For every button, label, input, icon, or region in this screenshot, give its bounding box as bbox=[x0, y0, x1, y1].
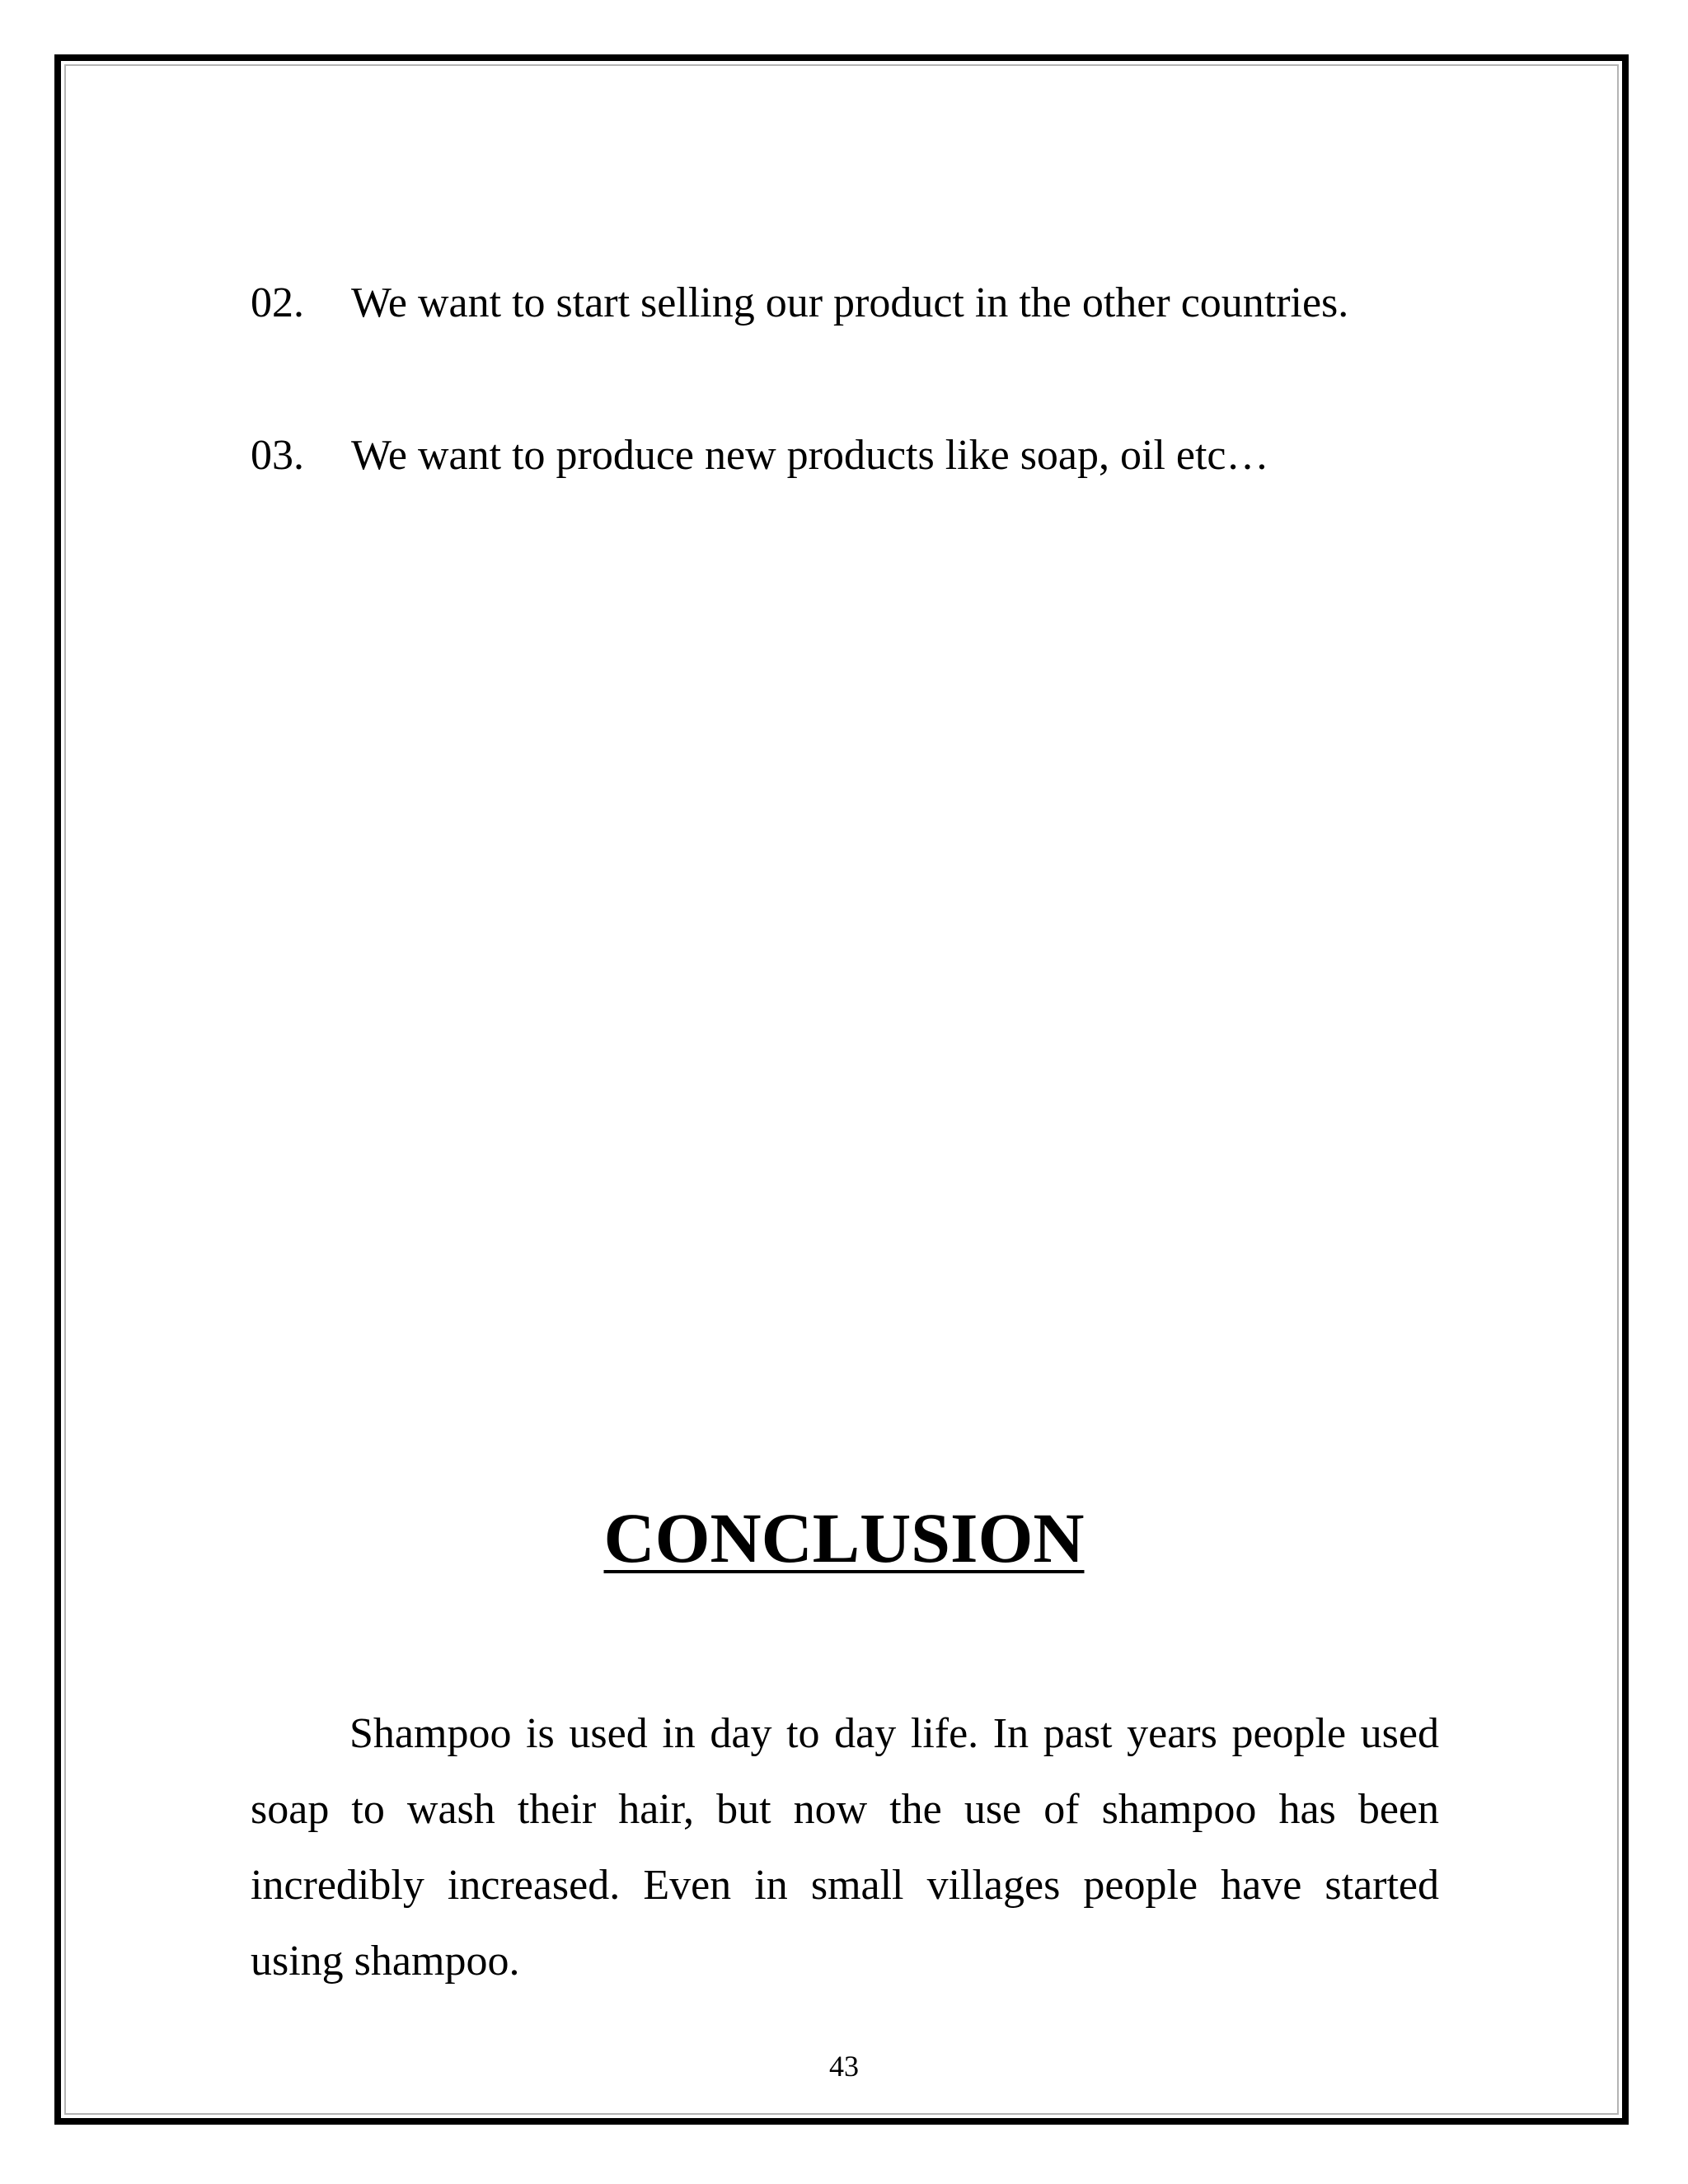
conclusion-heading-text: CONCLUSION bbox=[603, 1498, 1085, 1577]
conclusion-paragraph: Shampoo is used in day to day life. In past years people used soap to wash their hair, but now the use of shampoo has been incredibly increased. Even in small villages people have started using shampoo. bbox=[251, 1710, 1439, 1985]
list-item bbox=[251, 431, 1446, 480]
list-item-text: We want to start selling our product in the other countries. bbox=[351, 279, 1349, 326]
list-item-number: 02. bbox=[251, 279, 304, 326]
list-item-text: We want to produce new products like soap, oil etc… bbox=[351, 432, 1269, 479]
page-number: 43 bbox=[829, 2050, 859, 2083]
conclusion-heading bbox=[0, 1497, 1688, 1579]
list-item bbox=[251, 279, 1446, 328]
list-item-number: 03. bbox=[251, 432, 304, 479]
